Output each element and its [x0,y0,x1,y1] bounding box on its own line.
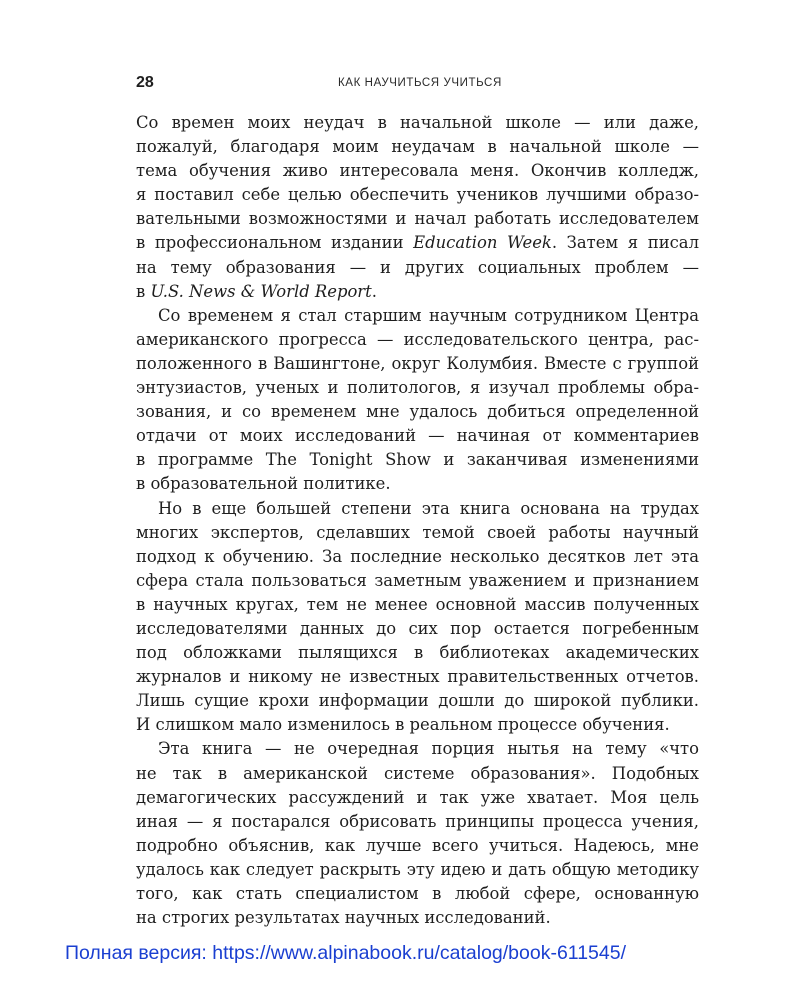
text-line: вательными возможностями и начал работать исследователем [136,209,699,229]
full-version-link[interactable]: Полная версия: https://www.alpinabook.ru/catalog/book-611545/ [65,942,627,964]
italic-title: Education Week [413,233,552,253]
text-line: И слишком мало изменилось в реальном процессе обучения. [136,715,670,735]
text-line: под обложками пылящихся в библиотеках академических [136,643,699,663]
paragraph [136,304,699,497]
text-line: подход к обучению. За последние несколько десятков лет эта [136,546,699,566]
text-line [136,280,699,304]
text-run: . Затем я писал [551,233,699,253]
text-line [136,231,699,255]
text-line: подробно объяснив, как лучше всего учиться. Надеюсь, мне [136,835,699,855]
text-line: Эта книга — не очередная порция нытья на тему «что [158,739,699,759]
body-text [136,111,699,930]
text-line: в программе The Tonight Show и заканчивая изменениями [136,450,699,470]
text-line: в научных кругах, тем не менее основной массив полученных [136,594,699,614]
text-line: положенного в Вашингтоне, округ Колумбия. Вместе с группой [136,353,699,373]
text-line: Но в еще большей степени эта книга основана на трудах [158,498,699,518]
text-line: журналов и никому не известных правительственных отчетов. [136,667,699,687]
paragraph [136,737,699,930]
text-line: пожалуй, благодаря моим неудачам в начальной школе — [136,137,699,157]
running-title: КАК НАУЧИТЬСЯ УЧИТЬСЯ [338,77,502,89]
text-line: на строгих результатах научных исследований. [136,908,551,928]
text-line: на тему образования — и других социальных проблем — [136,257,699,277]
paragraph [136,111,699,304]
text-line: тема обучения живо интересовала меня. Окончив колледж, [136,161,699,181]
text-line: я поставил себе целью обеспечить учеников лучшими образо- [136,185,699,205]
text-line: демагогических рассуждений и так уже хватает. Моя цель [136,787,699,807]
text-line: не так в американской системе образования». Подобных [136,763,699,783]
text-line: в образовательной политике. [136,474,391,494]
text-line: американского прогресса — исследовательского центра, рас- [136,329,699,349]
text-line: зования, и со временем мне удалось добиться определенной [136,402,699,422]
italic-title: U.S. News & World Report [150,281,372,301]
text-line: сфера стала пользоваться заметным уважением и признанием [136,570,699,590]
text-line: многих экспертов, сделавших темой своей работы научный [136,522,699,542]
text-run: в [136,281,151,301]
paragraph [136,497,699,738]
text-line: отдачи от моих исследований — начиная от комментариев [136,426,699,446]
text-line: исследователями данных до сих пор остается погребенным [136,618,699,638]
text-run: в профессиональном издании [136,233,414,253]
page-header [136,71,688,95]
text-line: Со времен моих неудач в начальной школе — или даже, [136,113,699,132]
text-run: . [371,281,377,301]
text-line: Со временем я стал старшим научным сотрудником Центра [158,305,699,325]
text-line: того, как стать специалистом в любой сфере, основанную [136,884,699,903]
text-line: Лишь сущие крохи информации дошли до широкой публики. [136,691,699,711]
text-line: энтузиастов, ученых и политологов, я изучал проблемы обра- [136,378,699,398]
page-number: 28 [136,74,154,91]
text-line: удалось как следует раскрыть эту идею и дать общую методику [136,859,699,879]
text-line: иная — я постарался обрисовать принципы процесса учения, [136,811,699,831]
